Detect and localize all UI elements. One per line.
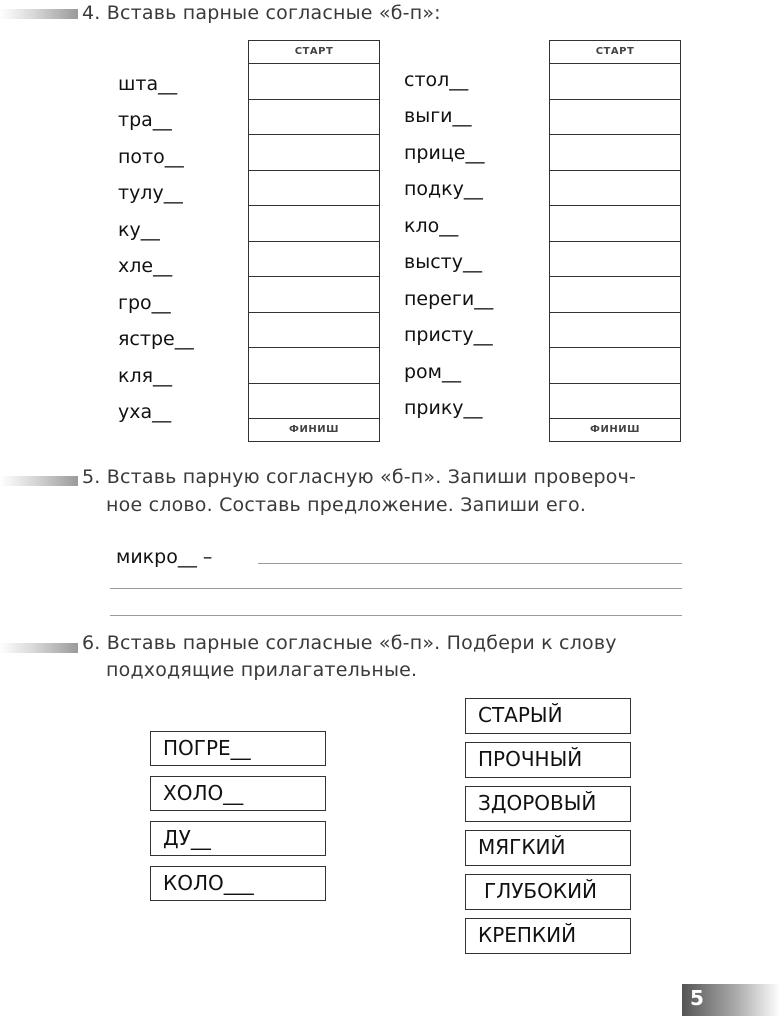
word-item: пото__ [118, 146, 184, 168]
start-label: СТАРТ [595, 46, 635, 57]
word-item: тулу__ [118, 182, 183, 204]
word-item: кля__ [118, 365, 173, 387]
word-item: переги__ [404, 288, 494, 310]
word-item: присту__ [404, 324, 493, 346]
answer-cell[interactable] [550, 63, 680, 99]
answer-cell[interactable] [249, 170, 379, 206]
word-item: шта__ [118, 73, 178, 95]
writing-line[interactable] [110, 588, 682, 589]
page-number: 5 [690, 986, 704, 1010]
word-item: ку__ [118, 219, 160, 241]
section-marker-bar [0, 643, 78, 653]
answer-cell[interactable] [550, 205, 680, 241]
word-item: кло__ [404, 215, 459, 237]
task4-heading: 4. Вставь парные согласные «б-п»: [82, 2, 441, 24]
answer-cell[interactable] [550, 170, 680, 206]
finish-label: ФИНИШ [550, 418, 680, 441]
answer-cell[interactable] [249, 63, 379, 99]
answer-cell[interactable] [550, 241, 680, 277]
answer-cell[interactable] [550, 99, 680, 135]
adjective-box[interactable]: ЗДОРОВЫЙ [465, 786, 631, 822]
noun-box[interactable]: ДУ__ [150, 821, 326, 856]
answer-cell[interactable] [550, 312, 680, 348]
adjective-box[interactable]: МЯГКИЙ [465, 830, 631, 866]
word-item: выги__ [404, 105, 472, 127]
finish-label: ФИНИШ [249, 418, 379, 441]
adjective-box[interactable]: СТАРЫЙ [465, 698, 631, 734]
adjective-box[interactable]: ПРОЧНЫЙ [465, 742, 631, 778]
answer-cell[interactable] [249, 312, 379, 348]
answer-cell[interactable] [249, 205, 379, 241]
word-item: подку__ [404, 178, 483, 200]
adjective-box[interactable]: КРЕПКИЙ [465, 918, 631, 954]
noun-box[interactable]: ХОЛО__ [150, 776, 326, 811]
word-item: стол__ [404, 69, 469, 91]
right-answer-grid [549, 40, 681, 442]
answer-cell[interactable] [550, 383, 680, 419]
word-item: уха__ [118, 401, 172, 423]
answer-cell[interactable] [550, 276, 680, 312]
answer-cell[interactable] [249, 134, 379, 170]
noun-box[interactable]: КОЛО___ [150, 866, 326, 901]
word-item: прице__ [404, 142, 485, 164]
word-item: ром__ [404, 361, 462, 383]
section-marker-bar [0, 9, 78, 19]
task6-line2: подходящие прилагательные. [106, 659, 418, 681]
word-item: высту__ [404, 251, 482, 273]
task5-word: микро__ – [116, 546, 213, 568]
page-number-tab [682, 984, 780, 1016]
noun-box[interactable]: ПОГРЕ__ [150, 731, 326, 766]
answer-cell[interactable] [249, 383, 379, 419]
adjective-box[interactable]: ГЛУБОКИЙ [465, 874, 631, 910]
word-item: ястре__ [118, 328, 194, 350]
left-answer-grid [248, 40, 380, 442]
writing-line[interactable] [110, 615, 682, 616]
word-item: хле__ [118, 255, 173, 277]
answer-cell[interactable] [249, 241, 379, 277]
task5-line1: 5. Вставь парную согласную «б-п». Запиши провероч- [82, 466, 637, 488]
word-item: гро__ [118, 292, 171, 314]
start-label: СТАРТ [294, 46, 334, 57]
task5-line2: ное слово. Составь предложение. Запиши его. [106, 494, 587, 516]
task6-line1: 6. Вставь парные согласные «б-п». Подбери к слову [82, 632, 617, 654]
answer-cell[interactable] [249, 276, 379, 312]
writing-line[interactable] [258, 563, 682, 564]
word-item: тра__ [118, 109, 172, 131]
section-marker-bar [0, 476, 78, 486]
answer-cell[interactable] [249, 347, 379, 383]
answer-cell[interactable] [550, 134, 680, 170]
answer-cell[interactable] [249, 99, 379, 135]
word-item: прику__ [404, 397, 483, 419]
answer-cell[interactable] [550, 347, 680, 383]
